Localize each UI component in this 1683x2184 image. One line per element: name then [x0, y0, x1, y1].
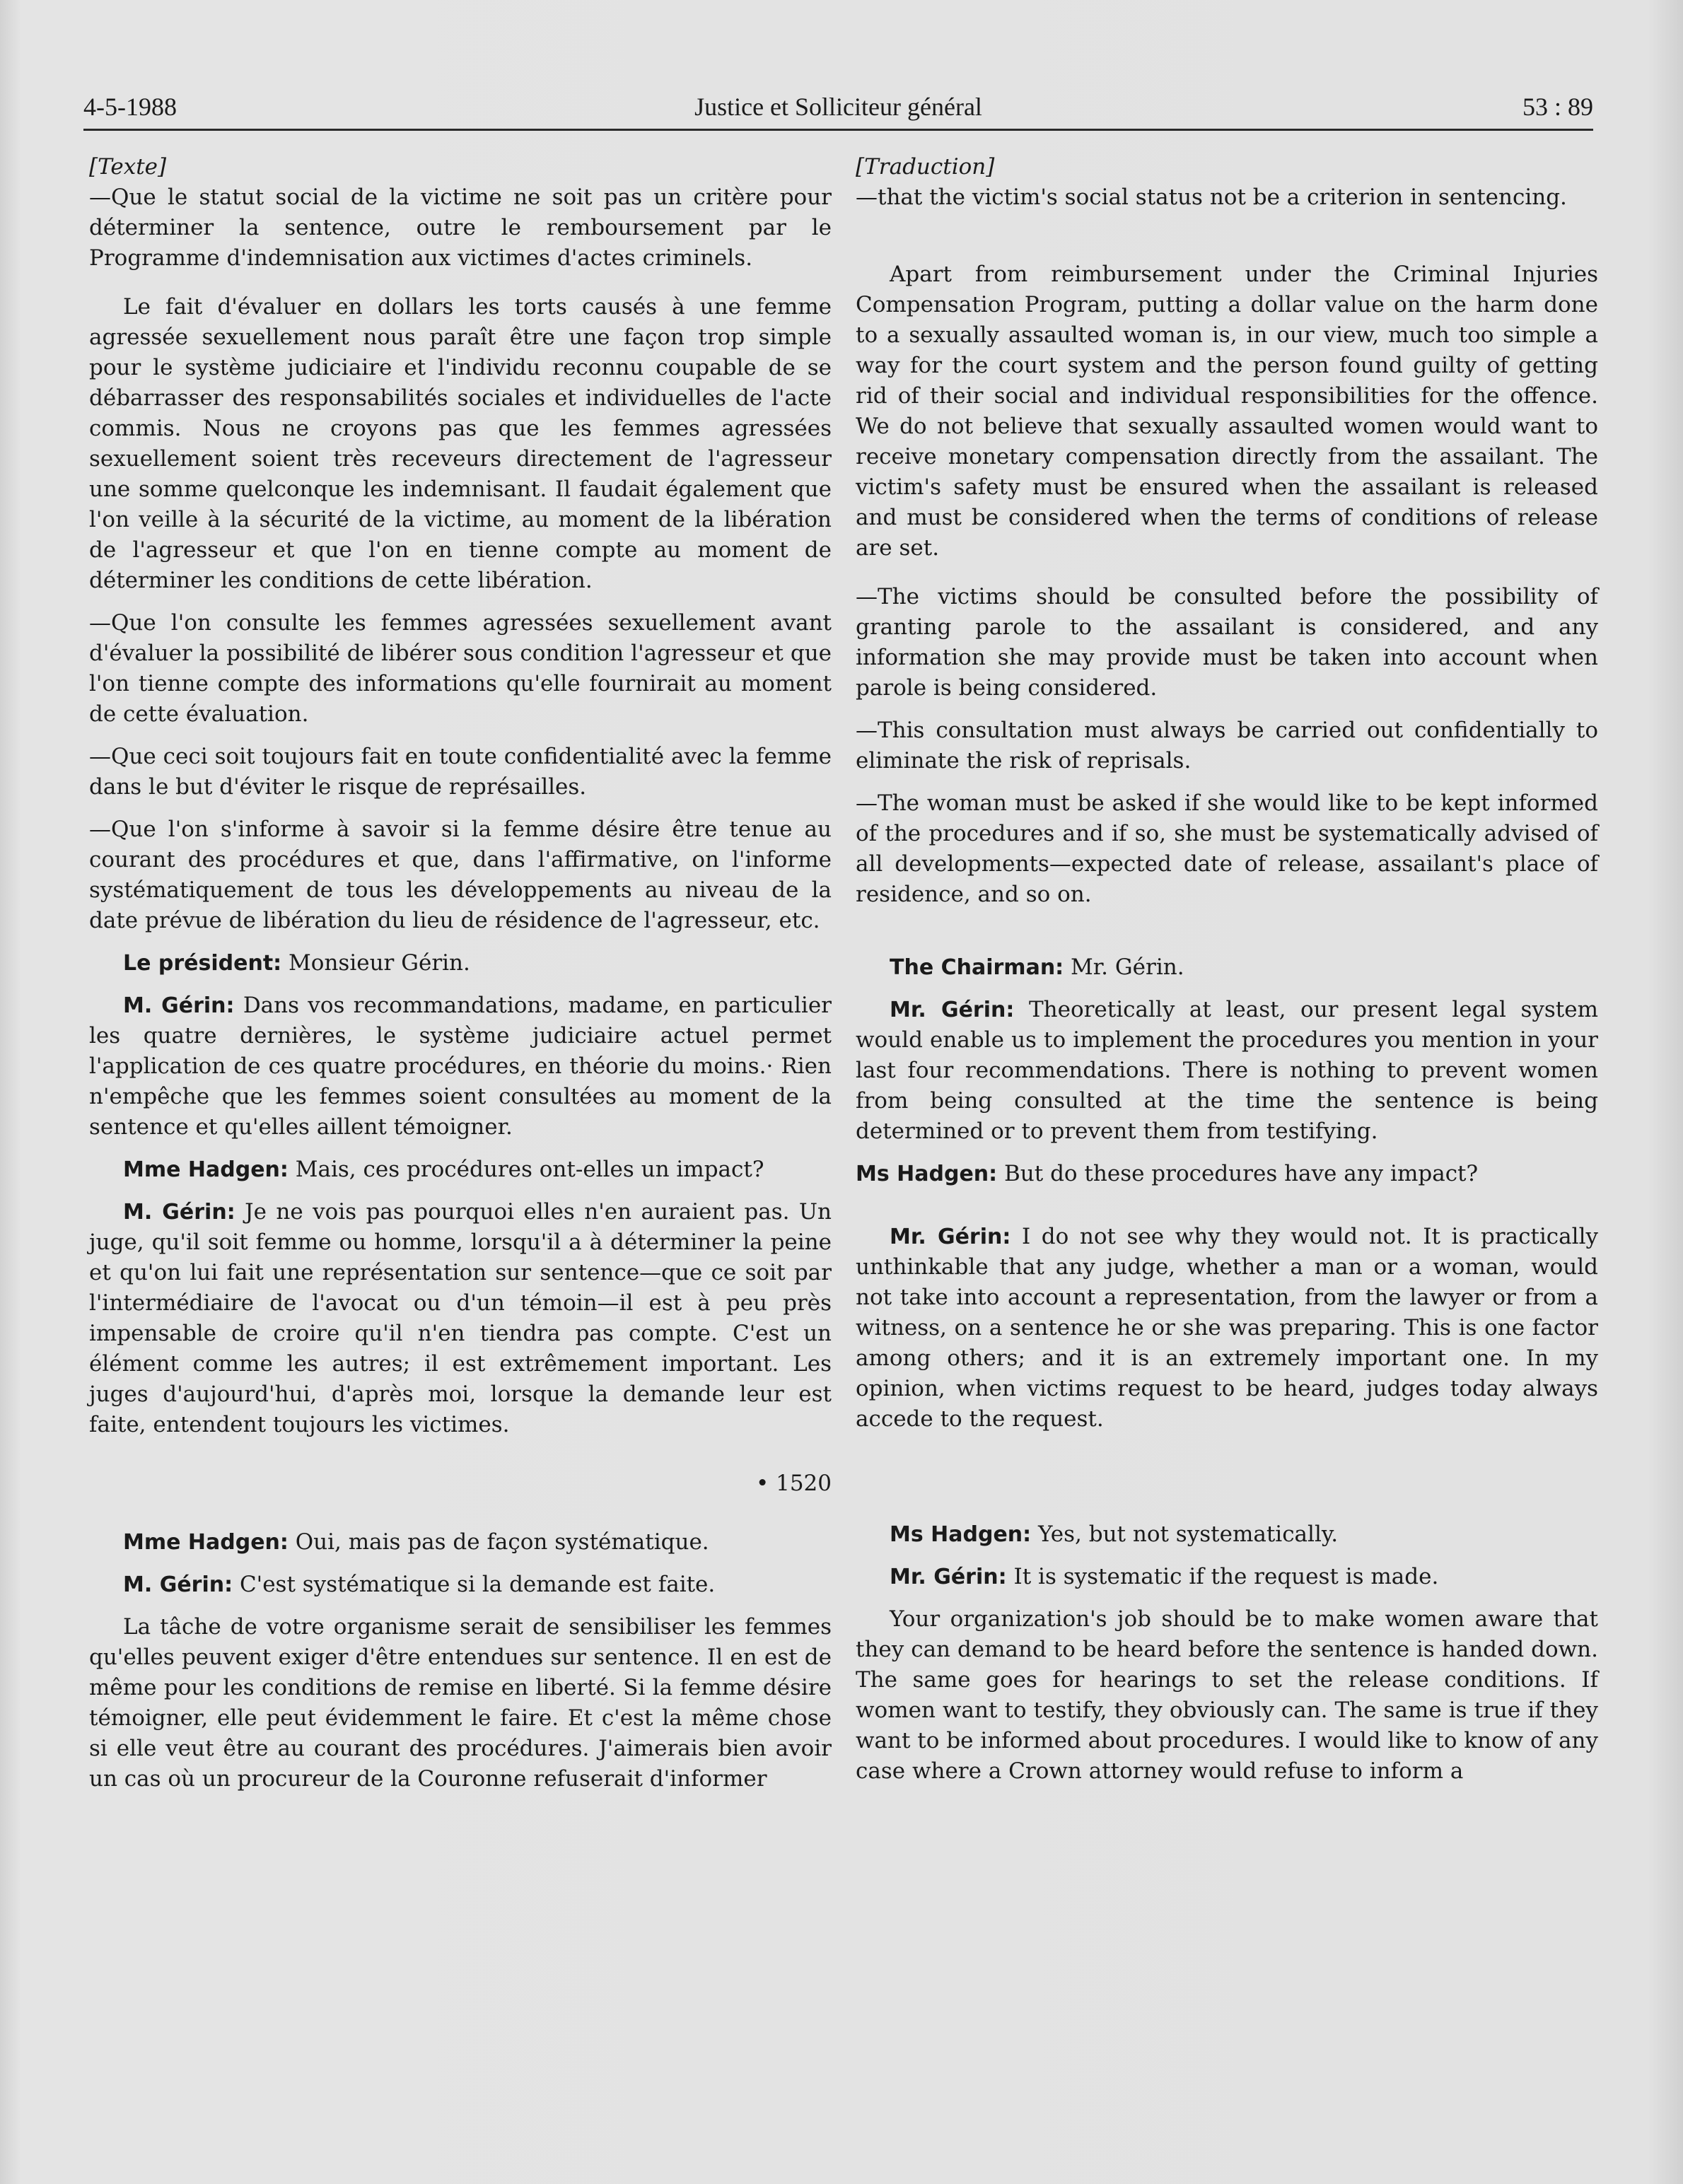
speech-text: Mr. Gérin. [1064, 954, 1184, 980]
header-date: 4-5-1988 [83, 93, 177, 121]
speech-text: I do not see why they would not. It is practically unthinkable that any judge, whether a man or a woman, would not take into account a representation, from the lawyer or from a witness, on a sentence he or she was preparing. This is one factor among others; and it is an extremely important one. In my opinion, when victims request to be heard, judges today always accede to the request. [856, 1224, 1598, 1432]
speech-text: Oui, mais pas de façon systématique. [288, 1529, 709, 1555]
speaker-name: Mr. Gérin: [890, 998, 1015, 1022]
speech [856, 1159, 1598, 1189]
speech [89, 1197, 832, 1440]
paragraph: —Que ceci soit toujours fait en toute confidentialité avec la femme dans le but d'éviter le risque de représailles. [89, 744, 832, 800]
speech-text: Dans vos recommandations, madame, en particulier les quatre dernières, le système judiciaire actuel permet l'application de ces quatre procédures, en théorie du moins.· Rien n'empêche que les femmes soient consultées au moment de la sentence et qu'elles aillent témoigner. [89, 993, 832, 1140]
speaker-name: Mr. Gérin: [890, 1225, 1011, 1249]
paragraph: —that the victim's social status not be a criterion in sentencing. [856, 185, 1567, 210]
speech-text: Monsieur Gérin. [281, 950, 470, 976]
french-column [89, 152, 832, 1806]
speaker-name: Le président: [123, 951, 282, 976]
paragraph: —Que l'on s'informe à savoir si la femme désire être tenue au courant des procédures et que, dans l'affirmative, on l'informe systématiquement de tous les développements au niveau de la date prévue de libération du lieu de résidence de l'agresseur, etc. [89, 817, 832, 933]
time-marker: • 1520 [755, 1471, 832, 1496]
speech [856, 952, 1598, 983]
speech [89, 948, 832, 979]
paragraph: Your organization's job should be to make women aware that they can demand to be heard before the sentence is handed down. The same goes for hearings to set the release conditions. If women want to testify, they obviously can. The same is true if they want to be informed about procedures. I would like to know of any case where a Crown attorney would refuse to inform a [856, 1606, 1598, 1784]
speaker-name: M. Gérin: [123, 993, 235, 1018]
paragraph: La tâche de votre organisme serait de sensibiliser les femmes qu'elles peuvent exiger d'être entendues sur sentence. Il en est de même pour les conditions de remise en liberté. Si la femme désire témoigner, elle peut évidemment le faire. Et c'est la même chose si elle veut être au courant des procédures. J'aimerais bien avoir un cas où un procureur de la Couronne refuserait d'informer [89, 1614, 832, 1792]
speaker-name: The Chairman: [890, 955, 1064, 980]
speech-text: Mais, ces procédures ont-elles un impact? [288, 1157, 764, 1182]
speech [89, 1155, 832, 1185]
speaker-name: Ms Hadgen: [856, 1162, 998, 1186]
paragraph: —Que l'on consulte les femmes agressées sexuellement avant d'évaluer la possibilité de libérer sous condition l'agresseur et que l'on tienne compte des informations qu'elle fournirait au moment de cette évaluation. [89, 610, 832, 727]
speech-text: Yes, but not systematically. [1031, 1522, 1339, 1547]
column-label: [Traduction] [856, 154, 995, 180]
speech [89, 1527, 832, 1558]
paragraph: —The victims should be consulted before the possibility of granting parole to the assailant is considered, and any information she may provide must be taken into account when parole is being considered. [856, 584, 1598, 701]
speech [89, 1570, 832, 1600]
speaker-name: Mr. Gérin: [890, 1565, 1007, 1589]
speech-text: Theoretically at least, our present legal system would enable us to implement the procedures you mention in your last four recommendations. There is nothing to prevent women from being consulted at the time the sentence is being determined or to prevent them from testifying. [856, 997, 1598, 1144]
speech-text: But do these procedures have any impact? [997, 1161, 1479, 1186]
speech [856, 1222, 1598, 1435]
speech [89, 991, 832, 1143]
speech-text: Je ne vois pas pourquoi elles n'en auraient pas. Un juge, qu'il soit femme ou homme, lorsqu'il a à déterminer la peine et qu'on lui fait une représentation sur sentence—que ce soit par l'intermédiaire de l'avocat ou d'un témoin—il est à peu près impensable de croire qu'il n'en tiendra pas compte. C'est un élément comme les autres; il est extrêmement important. Les juges d'aujourd'hui, d'après moi, lorsque la demande leur est faite, entendent toujours les victimes. [89, 1199, 832, 1437]
paragraph: Apart from reimbursement under the Criminal Injuries Compensation Program, putting a dollar value on the harm done to a sexually assaulted woman is, in our view, much too simple a way for the court system and the person found guilty of getting rid of their social and individual responsibilities for the offence. We do not believe that sexually assaulted women would want to receive monetary compensation directly from the assailant. The victim's safety must be ensured when the assailant is released and must be considered when the terms of conditions of release are set. [856, 262, 1598, 561]
speech [856, 995, 1598, 1147]
speech-text: It is systematic if the request is made. [1006, 1564, 1439, 1589]
speech [856, 1562, 1598, 1592]
paragraph: Le fait d'évaluer en dollars les torts causés à une femme agressée sexuellement nous paraît être une façon trop simple pour le système judiciaire et l'individu reconnu coupable de se débarrasser des responsabilités sociales et individuelles de l'acte commis. Nous ne croyons pas que les femmes agressées sexuellement soient très receveurs directement de l'agresseur une somme quelconque les indemnisant. Il faudait également que l'on veille à la sécurité de la victime, au moment de la libération de l'agresseur et que l'on en tienne compte au moment de déterminer les conditions de cette libération. [89, 294, 832, 593]
paragraph: —Que le statut social de la victime ne soit pas un critère pour déterminer la sentence, outre le remboursement par le Programme d'indemnisation aux victimes d'actes criminels. [89, 185, 832, 271]
page-header [83, 85, 1593, 131]
speaker-name: M. Gérin: [123, 1200, 235, 1225]
paragraph: —The woman must be asked if she would like to be kept informed of the procedures and if so, she must be systematically advised of all developments—expected date of release, assailant's place of residence, and so on. [856, 790, 1598, 907]
column-label: [Texte] [89, 154, 167, 180]
speech-text: C'est systématique si la demande est faite. [233, 1572, 716, 1597]
header-page-number: 53 : 89 [1522, 93, 1593, 121]
header-title: Justice et Solliciteur général [694, 93, 982, 121]
paragraph: —This consultation must always be carried out confidentially to eliminate the risk of reprisals. [856, 718, 1598, 773]
speaker-name: Mme Hadgen: [123, 1157, 289, 1182]
speech [856, 1519, 1598, 1550]
english-column [856, 152, 1598, 1799]
speaker-name: Ms Hadgen: [890, 1522, 1032, 1547]
speaker-name: Mme Hadgen: [123, 1530, 289, 1555]
speaker-name: M. Gérin: [123, 1572, 233, 1597]
